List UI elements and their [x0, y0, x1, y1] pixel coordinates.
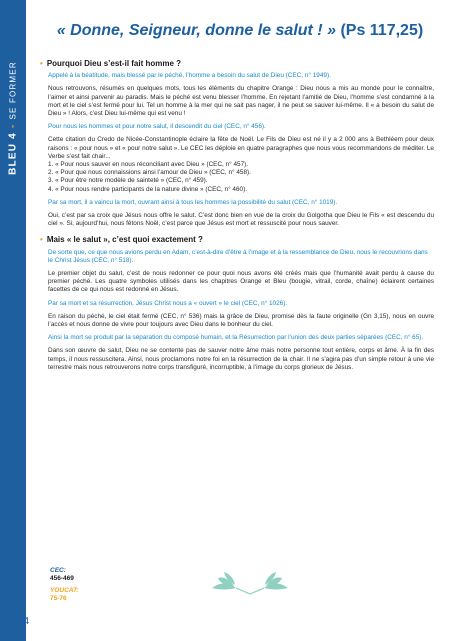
catechism-quote: Ainsi la mort se produit par la séparation du composé humain, et la Résurrection par l’union des deux parties séparées (CEC, n° 65).	[48, 334, 424, 342]
section-heading-2-text: Mais « le salut », c’est quoi exactement ?	[46, 235, 203, 245]
bullet-icon: •	[40, 235, 43, 245]
paragraph: Nous retrouvons, résumés en quelques mots, tous les éléments du chapitre Orange : Dieu nous a mis au monde pour le connaître, l’aimer et ainsi parvenir au paradis. Mais le péché est venu blesser l’homme. En rejetant l’amitié de Dieu, l’homme s’est condamné à la mort et le ciel s’est fermé pour lui. Tel un homme à la mer qui ne sait pas nager, il ne peut se sauver lui-même. Il « a besoin du salut de Dieu » ! Alors, c’est Dieu lui-même qui est venu !	[48, 85, 434, 118]
bullet-icon: •	[40, 59, 43, 68]
section-name: SE FORMER	[8, 61, 18, 120]
list-item: 3. « Pour être notre modèle de sainteté » (CEC, n° 459).	[48, 177, 208, 185]
title-main: « Donne, Seigneur, donne le salut ! »	[56, 22, 336, 39]
catechism-quote: Pour nous les hommes et pour notre salut, il descendit du ciel (CEC, n° 456).	[48, 123, 266, 131]
cec-label: CEC:	[50, 567, 66, 574]
chapter-name: BLEU 4	[7, 132, 19, 175]
section-heading-1	[40, 60, 434, 68]
list-item: 1. « Pour nous sauver en nous réconciliant avec Dieu » (CEC, n° 457).	[48, 161, 249, 169]
paragraph: Le premier objet du salut, c’est de nous redonner ce pour quoi nous avons été créés mais que l’humanité avait perdu à cause du premier péché. Les quatre symboles utilisés dans les chapitres Orange et Bleu (bougie, vitrail, corde, chaîne) éclairent certaines facettes de ce qui nous est redonné en Jésus.	[48, 270, 434, 294]
laurel-leaves-icon	[210, 568, 290, 596]
catechism-quote: Par sa mort, il a vaincu la mort, ouvrant ainsi à tous les hommes la possibilité du salut (CEC, n° 1019).	[48, 198, 338, 206]
paragraph: Dans son œuvre de salut, Dieu ne se contente pas de sauver notre âme mais notre personne tout entière, corps et âme. À la fin des temps, il nous ressuscitera. Ainsi, nous proclamons notre foi en la résurrection de la chair. Il ne s’agira pas d’un simple retour à une vie terrestre mais nous retrouverons notre corps transfiguré, incorruptible, à l’image du corps glorieux de Jésus.	[48, 347, 434, 371]
list-item: 2. « Pour que nous connaissions ainsi l’amour de Dieu » (CEC, n° 458).	[48, 169, 251, 177]
chapter-label	[0, 0, 26, 200]
page-number: 94	[18, 616, 30, 627]
youcat-label: YOUCAT:	[50, 587, 79, 594]
main-content	[40, 54, 434, 377]
section-heading-2	[40, 236, 434, 244]
youcat-value: 75-76	[50, 595, 67, 602]
page-title	[40, 22, 440, 40]
reasons-list	[48, 161, 434, 194]
cec-value: 456-469	[50, 575, 74, 582]
chapter-separator: -	[7, 123, 19, 129]
paragraph: En raison du péché, le ciel était fermé (CEC, n° 536) mais la grâce de Dieu, promise dès la faute originelle (Gn 3,15), nous en ouvre l’accès et nous donne de vivre pour toujours avec Dieu dans le bonheur du ciel.	[48, 312, 434, 329]
margin-references	[50, 567, 79, 603]
paragraph: Oui, c’est par sa croix que Jésus nous offre le salut. C’est donc bien en vue de la croix du Golgotha que Dieu le Fils « est descendu du ciel ». Si, aujourd’hui, nous fêtons Noël, c’est parce que Jésus est mort et ressuscité pour nous sauver.	[48, 212, 434, 228]
chapter-label-text	[8, 61, 19, 175]
catechism-quote: De sorte que, ce que nous avions perdu en Adam, c’est-à-dire d’être à l’image et à la ressemblance de Dieu, nous le recouvrions dans le Christ Jésus (CEC, n° 518).	[48, 248, 428, 264]
sidebar	[0, 0, 26, 641]
catechism-quote: Par sa mort et sa résurrection, Jésus Christ nous a « ouvert » le ciel (CEC, n° 1026).	[48, 299, 288, 307]
title-ref: (Ps 117,25)	[340, 22, 424, 39]
section-heading-1-text: Pourquoi Dieu s’est-il fait homme ?	[46, 59, 182, 68]
catechism-quote: Appelé à la béatitude, mais blessé par le péché, l’homme a besoin du salut de Dieu (CEC, n° 1949).	[48, 72, 331, 80]
paragraph: Cette citation du Credo de Nicée-Constantinople éclaire la fête de Noël. Le Fils de Dieu est né il y a 2 000 ans à Bethléem pour deux raisons : « pour nous » et « pour notre salut ». Le CEC les déploie en quatre paragraphes que nous vous recommandons de méditer. Le Verbe s’est fait chair...	[48, 136, 434, 160]
list-item: 4. « Pour nous rendre participants de la nature divine » (CEC, n° 460).	[48, 185, 248, 193]
